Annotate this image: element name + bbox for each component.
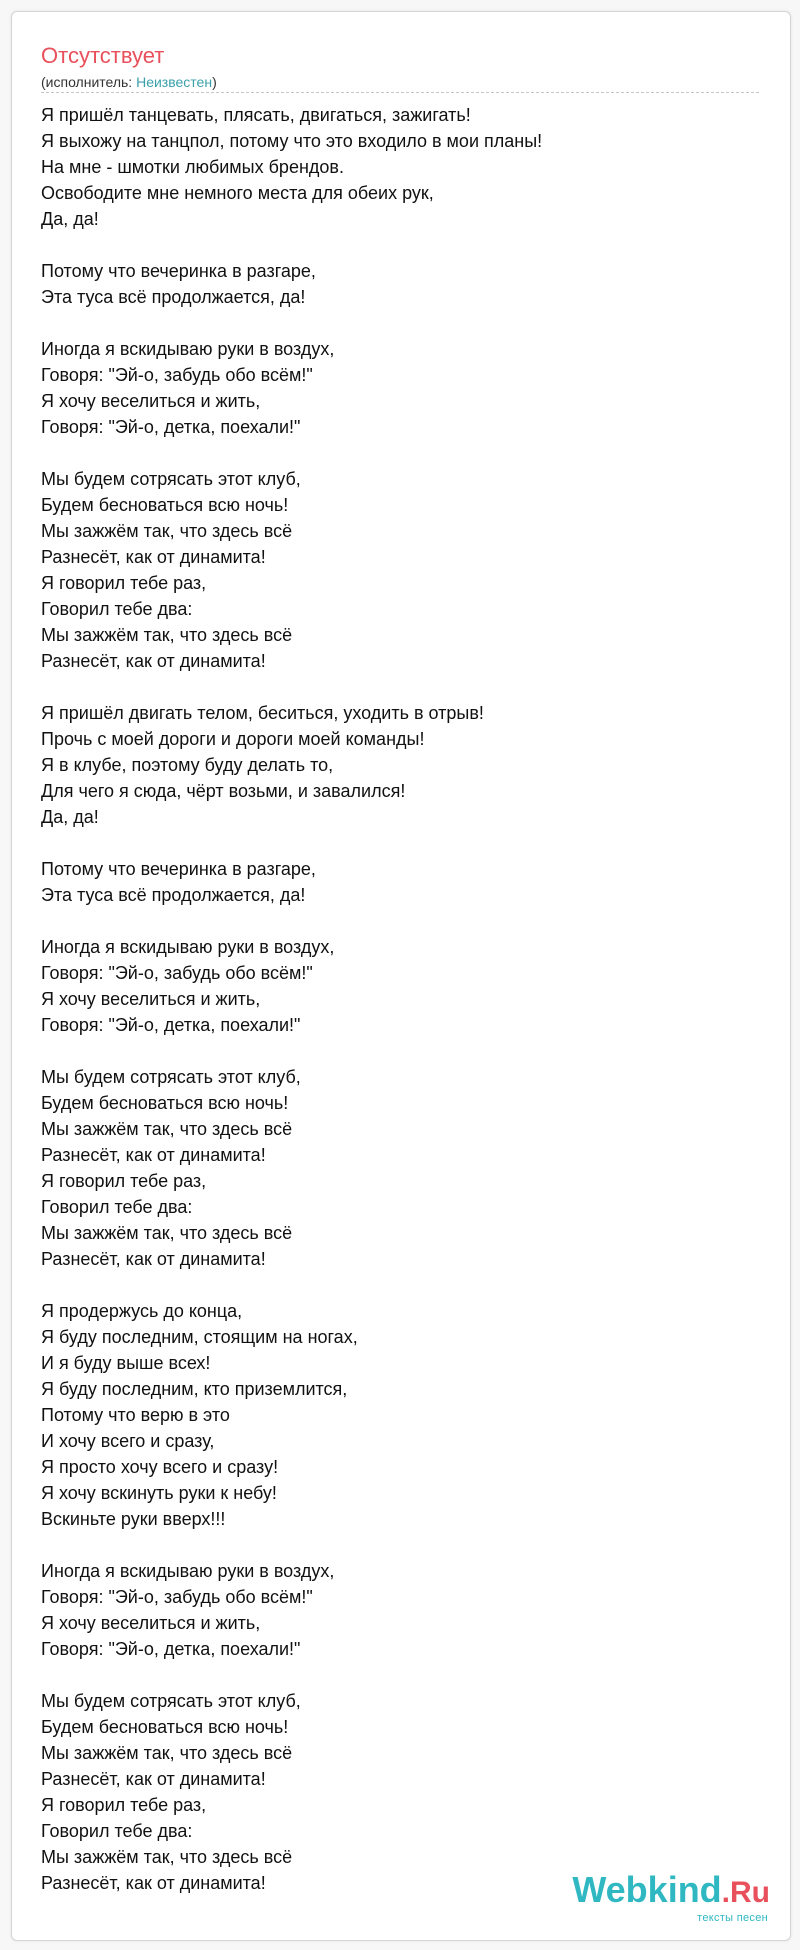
lyrics-line: Да, да! bbox=[41, 209, 99, 229]
lyrics-line: Вскиньте руки вверх!!! bbox=[41, 1509, 226, 1529]
webkind-logo[interactable] bbox=[570, 1868, 770, 1930]
logo-brand: Webkind bbox=[572, 1869, 722, 1910]
lyrics-line: Мы будем сотрясать этот клуб, bbox=[41, 1067, 301, 1087]
lyrics-stanza bbox=[41, 102, 761, 232]
lyrics-stanza bbox=[41, 466, 761, 674]
lyrics-line: И я буду выше всех! bbox=[41, 1353, 211, 1373]
lyrics-line: Освободите мне немного места для обеих рук, bbox=[41, 183, 434, 203]
lyrics-stanza bbox=[41, 336, 761, 440]
logo-tld: .Ru bbox=[721, 1876, 770, 1909]
lyrics-line: Мы зажжём так, что здесь всё bbox=[41, 1119, 293, 1139]
lyrics-body bbox=[41, 102, 761, 1922]
lyrics-line: Да, да! bbox=[41, 807, 99, 827]
lyrics-line: Говоря: "Эй-о, забудь обо всём!" bbox=[41, 963, 313, 983]
lyrics-line: Я хочу вскинуть руки к небу! bbox=[41, 1483, 277, 1503]
lyrics-stanza bbox=[41, 258, 761, 310]
lyrics-line: Говоря: "Эй-о, детка, поехали!" bbox=[41, 417, 301, 437]
lyrics-line: Говоря: "Эй-о, забудь обо всём!" bbox=[41, 365, 313, 385]
lyrics-line: Я просто хочу всего и сразу! bbox=[41, 1457, 279, 1477]
lyrics-line: Будем бесноваться всю ночь! bbox=[41, 1093, 289, 1113]
lyrics-line: Мы зажжём так, что здесь всё bbox=[41, 1223, 293, 1243]
lyrics-line: Разнесёт, как от динамита! bbox=[41, 1873, 266, 1893]
artist-prefix: (исполнитель: bbox=[41, 74, 137, 90]
artist-link[interactable]: Неизвестен bbox=[136, 74, 213, 90]
lyrics-line: Мы зажжём так, что здесь всё bbox=[41, 625, 293, 645]
lyrics-line: Говоря: "Эй-о, детка, поехали!" bbox=[41, 1639, 301, 1659]
artist-line bbox=[41, 73, 217, 91]
lyrics-line: Мы зажжём так, что здесь всё bbox=[41, 1743, 293, 1763]
lyrics-line: Эта туса всё продолжается, да! bbox=[41, 287, 306, 307]
lyrics-line: Эта туса всё продолжается, да! bbox=[41, 885, 306, 905]
lyrics-line: Будем бесноваться всю ночь! bbox=[41, 495, 289, 515]
lyrics-line: Я хочу веселиться и жить, bbox=[41, 1613, 261, 1633]
lyrics-line: Разнесёт, как от динамита! bbox=[41, 651, 266, 671]
lyrics-line: Я говорил тебе раз, bbox=[41, 1795, 207, 1815]
dashed-divider bbox=[41, 92, 759, 93]
lyrics-line: Я пришёл двигать телом, беситься, уходить в отрыв! bbox=[41, 703, 484, 723]
lyrics-line: Прочь с моей дороги и дороги моей команды! bbox=[41, 729, 425, 749]
lyrics-line: Потому что вечеринка в разгаре, bbox=[41, 859, 316, 879]
lyrics-line: Иногда я вскидываю руки в воздух, bbox=[41, 1561, 335, 1581]
lyrics-line: Мы будем сотрясать этот клуб, bbox=[41, 1691, 301, 1711]
lyrics-line: Будем бесноваться всю ночь! bbox=[41, 1717, 289, 1737]
lyrics-line: Я пришёл танцевать, плясать, двигаться, зажигать! bbox=[41, 105, 471, 125]
lyrics-line: Говорил тебе два: bbox=[41, 599, 193, 619]
lyrics-stanza bbox=[41, 1064, 761, 1272]
lyrics-line: Разнесёт, как от динамита! bbox=[41, 1769, 266, 1789]
lyrics-line: Для чего я сюда, чёрт возьми, и завалился! bbox=[41, 781, 406, 801]
lyrics-line: Я продержусь до конца, bbox=[41, 1301, 243, 1321]
lyrics-stanza bbox=[41, 1298, 761, 1532]
lyrics-line: Разнесёт, как от динамита! bbox=[41, 547, 266, 567]
lyrics-line: Я хочу веселиться и жить, bbox=[41, 989, 261, 1009]
lyrics-line: Говоря: "Эй-о, забудь обо всём!" bbox=[41, 1587, 313, 1607]
lyrics-line: Я хочу веселиться и жить, bbox=[41, 391, 261, 411]
lyrics-stanza bbox=[41, 1558, 761, 1662]
lyrics-line: Я выхожу на танцпол, потому что это входило в мои планы! bbox=[41, 131, 543, 151]
lyrics-line: Потому что верю в это bbox=[41, 1405, 230, 1425]
lyrics-stanza bbox=[41, 1688, 761, 1896]
lyrics-line: Я говорил тебе раз, bbox=[41, 573, 207, 593]
song-title: Отсутствует bbox=[41, 43, 165, 68]
lyrics-stanza bbox=[41, 856, 761, 908]
logo-tagline: тексты песен bbox=[697, 1912, 768, 1924]
lyrics-line: Я буду последним, кто приземлится, bbox=[41, 1379, 348, 1399]
lyrics-line: Иногда я вскидываю руки в воздух, bbox=[41, 339, 335, 359]
lyrics-line: И хочу всего и сразу, bbox=[41, 1431, 215, 1451]
lyrics-line: Я в клубе, поэтому буду делать то, bbox=[41, 755, 334, 775]
artist-suffix: ) bbox=[212, 74, 217, 90]
lyrics-line: На мне - шмотки любимых брендов. bbox=[41, 157, 344, 177]
lyrics-line: Я буду последним, стоящим на ногах, bbox=[41, 1327, 358, 1347]
lyrics-line: Говорил тебе два: bbox=[41, 1821, 193, 1841]
lyrics-line: Разнесёт, как от динамита! bbox=[41, 1249, 266, 1269]
lyrics-line: Мы будем сотрясать этот клуб, bbox=[41, 469, 301, 489]
lyrics-line: Я говорил тебе раз, bbox=[41, 1171, 207, 1191]
lyrics-line: Говорил тебе два: bbox=[41, 1197, 193, 1217]
lyrics-line: Иногда я вскидываю руки в воздух, bbox=[41, 937, 335, 957]
lyrics-line: Говоря: "Эй-о, детка, поехали!" bbox=[41, 1015, 301, 1035]
lyrics-stanza bbox=[41, 934, 761, 1038]
lyrics-line: Потому что вечеринка в разгаре, bbox=[41, 261, 316, 281]
logo-wordmark bbox=[572, 1868, 770, 1915]
lyrics-stanza bbox=[41, 700, 761, 830]
lyrics-line: Мы зажжём так, что здесь всё bbox=[41, 1847, 293, 1867]
lyrics-line: Мы зажжём так, что здесь всё bbox=[41, 521, 293, 541]
lyrics-line: Разнесёт, как от динамита! bbox=[41, 1145, 266, 1165]
